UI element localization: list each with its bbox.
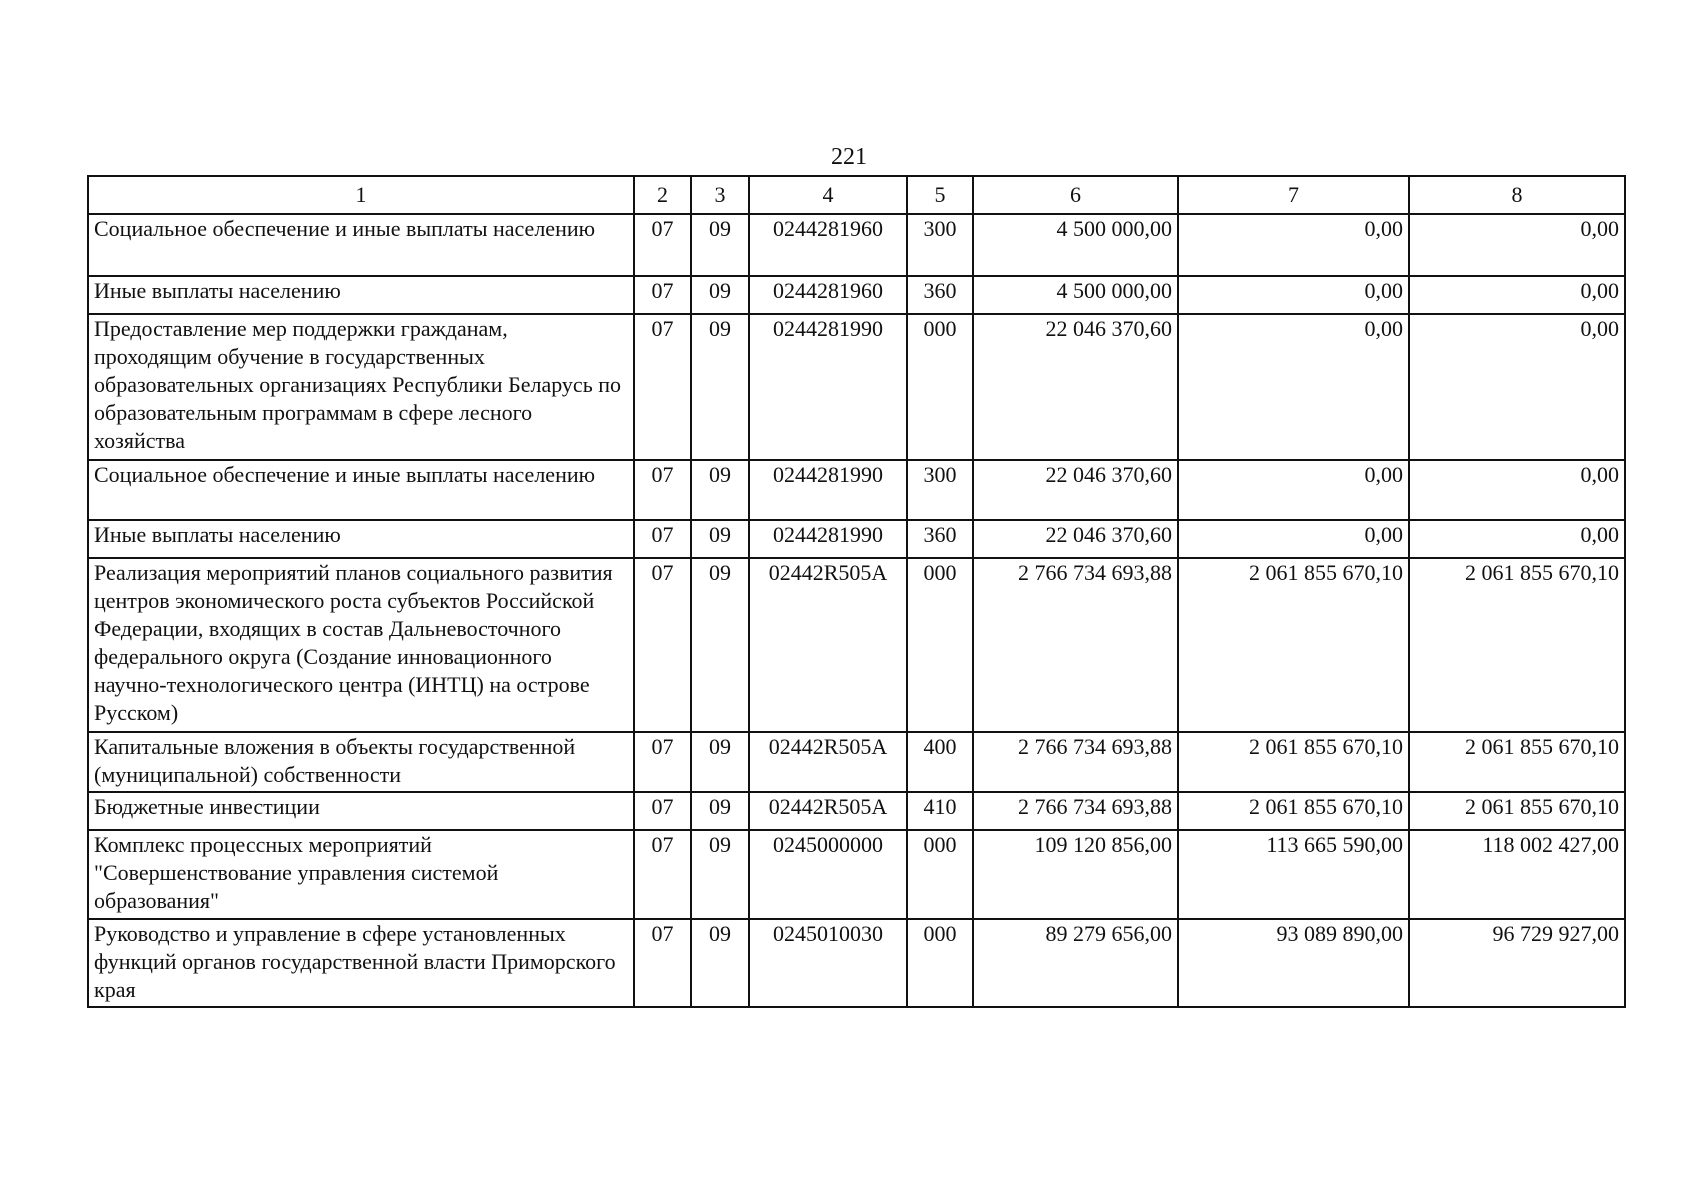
expense-type-code: 400 [907, 732, 973, 792]
column-header: 4 [749, 176, 907, 214]
row-name: Реализация мероприятий планов социального развития центров экономического роста субъектов Российской Федерации, входящих в состав Дальневосточного федерального округа (Создание инновационного научно-технологического центра (ИНТЦ) на острове Русском) [88, 558, 634, 732]
amount-col7: 2 061 855 670,10 [1178, 558, 1409, 732]
amount-col6: 4 500 000,00 [973, 276, 1178, 314]
amount-col7: 113 665 590,00 [1178, 830, 1409, 919]
table-row [88, 792, 1625, 830]
row-name: Социальное обеспечение и иные выплаты населению [88, 460, 634, 520]
subsection-code: 09 [691, 314, 749, 460]
column-header: 1 [88, 176, 634, 214]
table-row [88, 520, 1625, 558]
amount-col8: 2 061 855 670,10 [1409, 558, 1625, 732]
table-row [88, 732, 1625, 792]
amount-col6: 22 046 370,60 [973, 520, 1178, 558]
section-code: 07 [634, 314, 691, 460]
amount-col8: 96 729 927,00 [1409, 919, 1625, 1007]
target-article-code: 02442R505A [749, 792, 907, 830]
target-article-code: 02442R505A [749, 732, 907, 792]
amount-col8: 0,00 [1409, 460, 1625, 520]
subsection-code: 09 [691, 919, 749, 1007]
section-code: 07 [634, 214, 691, 276]
expense-type-code: 000 [907, 830, 973, 919]
subsection-code: 09 [691, 732, 749, 792]
column-header: 7 [1178, 176, 1409, 214]
amount-col6: 89 279 656,00 [973, 919, 1178, 1007]
column-header: 8 [1409, 176, 1625, 214]
table-row [88, 460, 1625, 520]
amount-col7: 2 061 855 670,10 [1178, 732, 1409, 792]
budget-table [87, 175, 1626, 1008]
page-number: 221 [831, 144, 867, 170]
row-name: Социальное обеспечение и иные выплаты населению [88, 214, 634, 276]
column-header: 2 [634, 176, 691, 214]
column-header: 5 [907, 176, 973, 214]
section-code: 07 [634, 276, 691, 314]
amount-col8: 2 061 855 670,10 [1409, 792, 1625, 830]
section-code: 07 [634, 558, 691, 732]
target-article-code: 0244281990 [749, 314, 907, 460]
amount-col7: 0,00 [1178, 520, 1409, 558]
column-header: 6 [973, 176, 1178, 214]
header-row [88, 176, 1625, 214]
amount-col8: 0,00 [1409, 314, 1625, 460]
amount-col7: 0,00 [1178, 460, 1409, 520]
subsection-code: 09 [691, 276, 749, 314]
amount-col7: 0,00 [1178, 276, 1409, 314]
row-name: Бюджетные инвестиции [88, 792, 634, 830]
section-code: 07 [634, 919, 691, 1007]
expense-type-code: 410 [907, 792, 973, 830]
subsection-code: 09 [691, 520, 749, 558]
row-name: Комплекс процессных мероприятий "Совершенствование управления системой образования" [88, 830, 634, 919]
expense-type-code: 300 [907, 460, 973, 520]
table-row [88, 919, 1625, 1007]
amount-col7: 0,00 [1178, 314, 1409, 460]
amount-col8: 118 002 427,00 [1409, 830, 1625, 919]
amount-col8: 0,00 [1409, 276, 1625, 314]
amount-col6: 22 046 370,60 [973, 314, 1178, 460]
amount-col6: 109 120 856,00 [973, 830, 1178, 919]
section-code: 07 [634, 792, 691, 830]
amount-col6: 2 766 734 693,88 [973, 732, 1178, 792]
row-name: Капитальные вложения в объекты государственной (муниципальной) собственности [88, 732, 634, 792]
amount-col8: 2 061 855 670,10 [1409, 732, 1625, 792]
target-article-code: 0244281990 [749, 520, 907, 558]
target-article-code: 0245010030 [749, 919, 907, 1007]
target-article-code: 0244281960 [749, 276, 907, 314]
expense-type-code: 300 [907, 214, 973, 276]
row-name: Предоставление мер поддержки гражданам, проходящим обучение в государственных образовательных организациях Республики Беларусь по образовательным программам в сфере лесного хозяйства [88, 314, 634, 460]
target-article-code: 0244281960 [749, 214, 907, 276]
subsection-code: 09 [691, 830, 749, 919]
subsection-code: 09 [691, 792, 749, 830]
column-header: 3 [691, 176, 749, 214]
row-name: Иные выплаты населению [88, 520, 634, 558]
amount-col7: 0,00 [1178, 214, 1409, 276]
amount-col6: 2 766 734 693,88 [973, 558, 1178, 732]
table-row [88, 314, 1625, 460]
table-row [88, 558, 1625, 732]
expense-type-code: 000 [907, 919, 973, 1007]
expense-type-code: 360 [907, 520, 973, 558]
amount-col7: 93 089 890,00 [1178, 919, 1409, 1007]
amount-col6: 22 046 370,60 [973, 460, 1178, 520]
expense-type-code: 000 [907, 314, 973, 460]
section-code: 07 [634, 520, 691, 558]
target-article-code: 0245000000 [749, 830, 907, 919]
row-name: Руководство и управление в сфере установленных функций органов государственной власти Приморского края [88, 919, 634, 1007]
amount-col8: 0,00 [1409, 520, 1625, 558]
target-article-code: 0244281990 [749, 460, 907, 520]
section-code: 07 [634, 460, 691, 520]
amount-col7: 2 061 855 670,10 [1178, 792, 1409, 830]
amount-col8: 0,00 [1409, 214, 1625, 276]
section-code: 07 [634, 732, 691, 792]
target-article-code: 02442R505A [749, 558, 907, 732]
expense-type-code: 360 [907, 276, 973, 314]
subsection-code: 09 [691, 214, 749, 276]
amount-col6: 2 766 734 693,88 [973, 792, 1178, 830]
amount-col6: 4 500 000,00 [973, 214, 1178, 276]
expense-type-code: 000 [907, 558, 973, 732]
table-row [88, 214, 1625, 276]
table-row [88, 276, 1625, 314]
subsection-code: 09 [691, 460, 749, 520]
subsection-code: 09 [691, 558, 749, 732]
table-row [88, 830, 1625, 919]
section-code: 07 [634, 830, 691, 919]
row-name: Иные выплаты населению [88, 276, 634, 314]
